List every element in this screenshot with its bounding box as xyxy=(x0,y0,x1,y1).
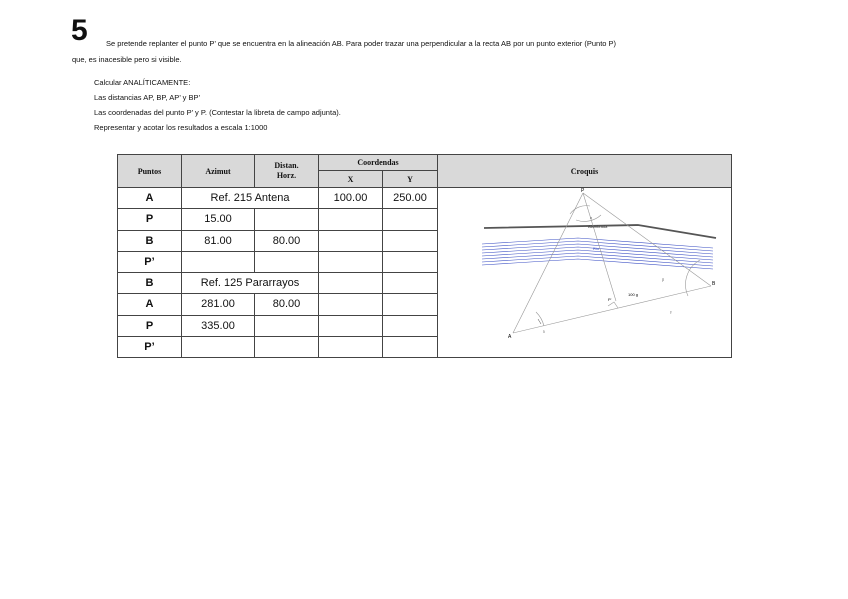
cell-x xyxy=(319,315,383,336)
cell-punto: B xyxy=(118,230,182,251)
cell-y xyxy=(383,273,438,294)
exercise-intro-line2: que, es inacesible pero si visible. xyxy=(72,55,182,64)
task-item: Representar y acotar los resultados a escala 1:1000 xyxy=(94,123,268,132)
cell-azimut: 335.00 xyxy=(182,315,255,336)
cell-dist xyxy=(255,209,319,230)
cell-azimut: 15.00 xyxy=(182,209,255,230)
cell-punto: A xyxy=(118,188,182,209)
cell-azimut: Ref. 125 Pararrayos xyxy=(182,273,319,294)
construction-lines xyxy=(513,193,711,333)
cell-azimut xyxy=(182,251,255,272)
label-alpha: α xyxy=(590,215,593,220)
cell-x xyxy=(319,336,383,357)
cell-dist xyxy=(255,251,319,272)
exercise-number: 5 xyxy=(71,14,88,47)
label-gamma: γ xyxy=(670,309,672,314)
cell-y xyxy=(383,294,438,315)
cell-punto: P’ xyxy=(118,251,182,272)
cell-x xyxy=(319,251,383,272)
cell-dist: 80.00 xyxy=(255,294,319,315)
field-book-table xyxy=(117,154,732,358)
header-distancia-line1: Distan. xyxy=(274,161,299,170)
cell-dist xyxy=(255,336,319,357)
label-pprime: P' xyxy=(608,297,612,302)
header-azimut: Azimut xyxy=(182,155,255,188)
header-distancia xyxy=(255,155,319,188)
cell-punto: P xyxy=(118,315,182,336)
header-y: Y xyxy=(383,171,438,188)
cell-punto: B xyxy=(118,273,182,294)
header-distancia-line2: Horz. xyxy=(276,171,297,180)
cell-azimut: 81.00 xyxy=(182,230,255,251)
cell-x xyxy=(319,230,383,251)
river-lines xyxy=(482,238,713,269)
cell-y xyxy=(383,336,438,357)
label-rio: Río xyxy=(593,246,600,251)
label-p: P xyxy=(581,188,585,194)
table-row xyxy=(118,188,732,209)
cell-y xyxy=(383,315,438,336)
cell-y xyxy=(383,251,438,272)
cell-punto: A xyxy=(118,294,182,315)
cell-y: 250.00 xyxy=(383,188,438,209)
cell-punto: P xyxy=(118,209,182,230)
cell-azimut xyxy=(182,336,255,357)
exercise-intro-line1: Se pretende replanter el punto P’ que se encuentra en la alineación AB. Para poder trazar una perpendicular a la recta AB por un punto exterior (Punto P) xyxy=(106,39,617,48)
cell-x xyxy=(319,294,383,315)
cell-azimut: 281.00 xyxy=(182,294,255,315)
label-beta: β xyxy=(662,277,665,282)
task-item: Calcular ANALÍTICAMENTE: xyxy=(94,78,191,87)
cell-x xyxy=(319,273,383,294)
cell-x xyxy=(319,209,383,230)
cell-x: 100.00 xyxy=(319,188,383,209)
cell-dist xyxy=(255,315,319,336)
cell-punto: P’ xyxy=(118,336,182,357)
cell-azimut: Ref. 215 Antena xyxy=(182,188,319,209)
header-coordenadas: Coordendas xyxy=(319,155,438,171)
task-list xyxy=(94,75,341,135)
label-b: B xyxy=(712,281,716,287)
task-item: Las distancias AP, BP, AP’ y BP’ xyxy=(94,93,201,102)
cell-y xyxy=(383,209,438,230)
label-alambrada: Alambrada xyxy=(588,224,608,229)
cell-y xyxy=(383,230,438,251)
header-croquis: Croquis xyxy=(438,155,732,188)
header-puntos: Puntos xyxy=(118,155,182,188)
croquis-sketch xyxy=(438,188,731,354)
croquis-cell xyxy=(438,188,732,358)
label-delta: δ xyxy=(543,329,545,334)
angle-ticks xyxy=(538,319,541,324)
task-item: Las coordenadas del punto P’ y P. (Contestar la libreta de campo adjunta). xyxy=(94,108,341,117)
label-a: A xyxy=(508,334,512,340)
cell-dist: 80.00 xyxy=(255,230,319,251)
header-x: X xyxy=(319,171,383,188)
label-angle: 100 g xyxy=(628,292,639,297)
